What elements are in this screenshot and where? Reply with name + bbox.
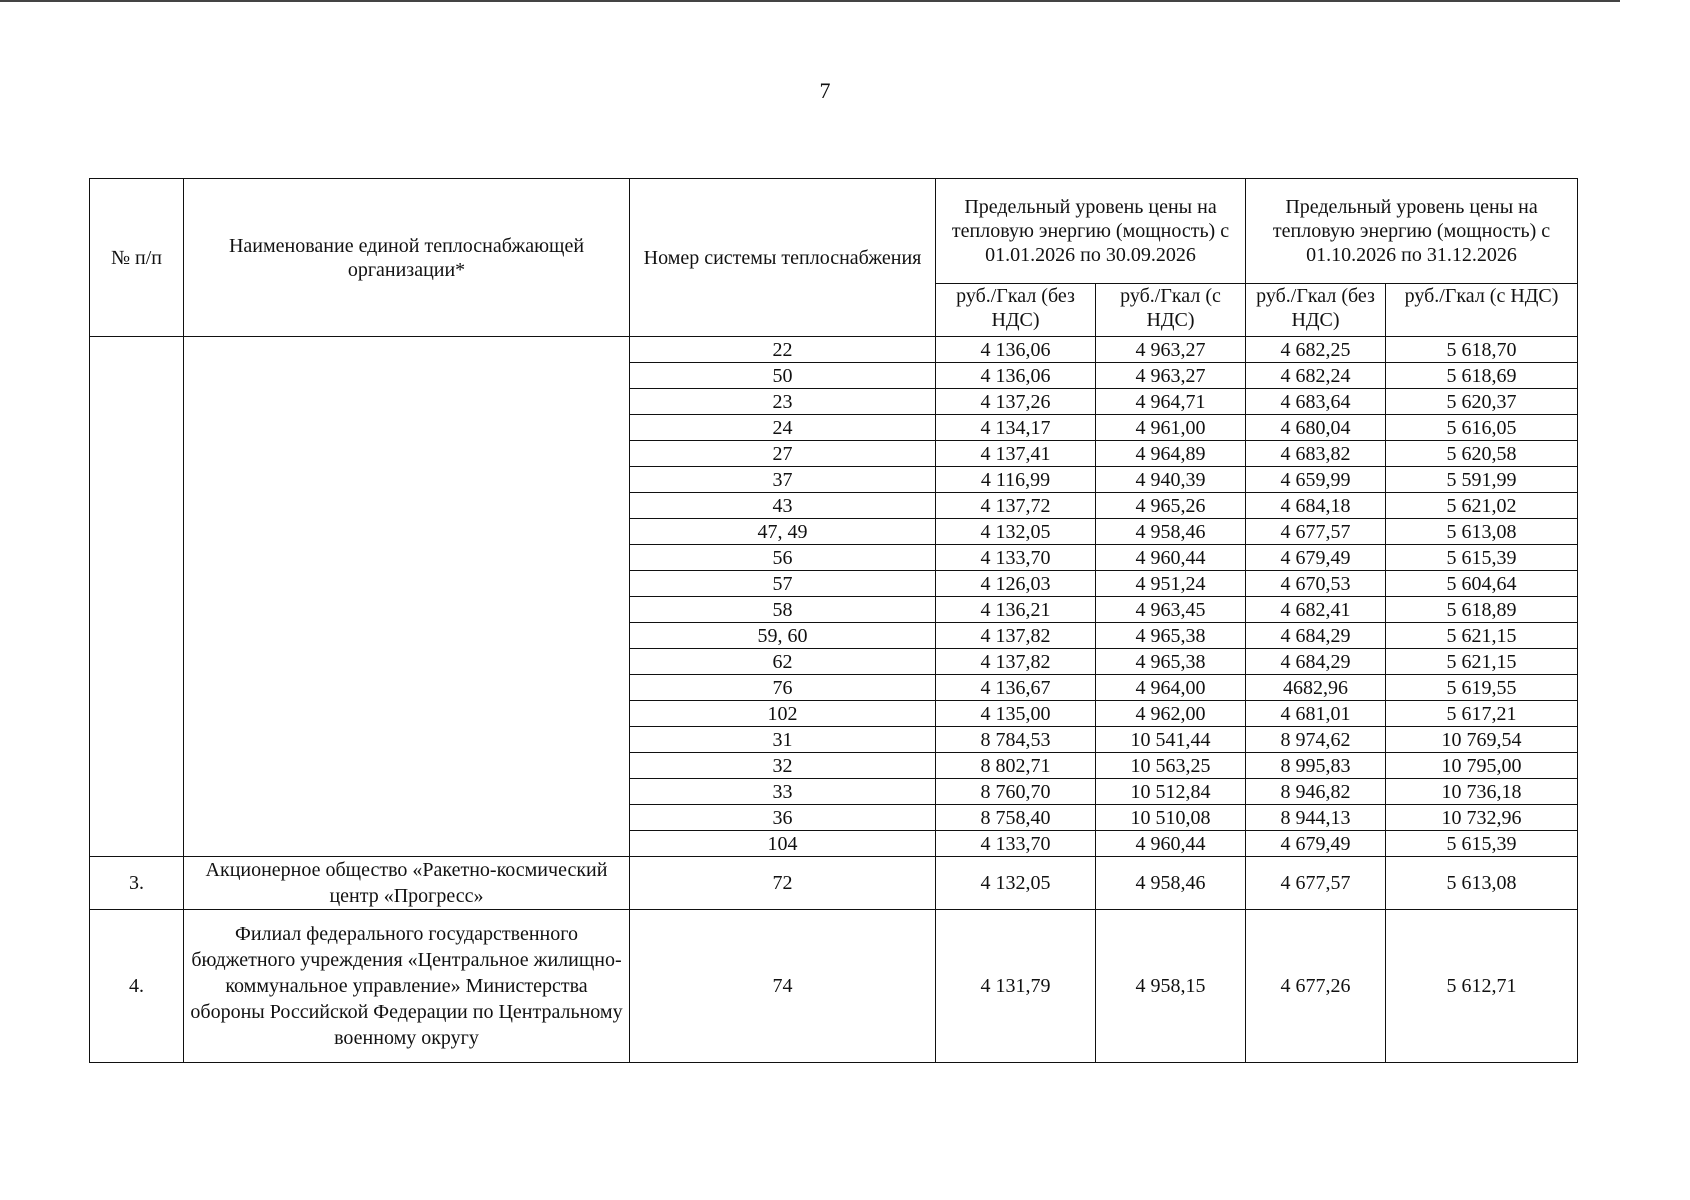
row-number: 3.: [90, 857, 184, 910]
price-cell: 10 563,25: [1096, 753, 1246, 779]
price-cell: 5 615,39: [1386, 831, 1578, 857]
price-cell: 4 126,03: [936, 571, 1096, 597]
price-cell: 4 961,00: [1096, 415, 1246, 441]
header-p2-vat: руб./Гкал (с НДС): [1386, 284, 1578, 337]
price-cell: 5 620,37: [1386, 389, 1578, 415]
system-number-cell: 104: [630, 831, 936, 857]
price-cell: 4 684,29: [1246, 623, 1386, 649]
price-cell: 4 682,24: [1246, 363, 1386, 389]
price-cell: 5 613,08: [1386, 857, 1578, 910]
system-number-cell: 37: [630, 467, 936, 493]
price-cell: 10 732,96: [1386, 805, 1578, 831]
price-cell: 4 135,00: [936, 701, 1096, 727]
price-cell: 5 621,15: [1386, 649, 1578, 675]
price-cell: 4 684,18: [1246, 493, 1386, 519]
system-number-cell: 36: [630, 805, 936, 831]
price-cell: 5 619,55: [1386, 675, 1578, 701]
price-cell: 5 617,21: [1386, 701, 1578, 727]
price-cell: 4 681,01: [1246, 701, 1386, 727]
price-cell: 4682,96: [1246, 675, 1386, 701]
system-number-cell: 56: [630, 545, 936, 571]
price-cell: 4 136,06: [936, 337, 1096, 363]
price-cell: 10 795,00: [1386, 753, 1578, 779]
price-cell: 4 131,79: [936, 910, 1096, 1063]
price-cell: 4 683,64: [1246, 389, 1386, 415]
system-number-cell: 31: [630, 727, 936, 753]
table-row-org-4: [90, 910, 1578, 1063]
price-cell: 10 512,84: [1096, 779, 1246, 805]
price-cell: 4 670,53: [1246, 571, 1386, 597]
header-p1-vat: руб./Гкал (с НДС): [1096, 284, 1246, 337]
price-cell: 8 802,71: [936, 753, 1096, 779]
price-cell: 4 134,17: [936, 415, 1096, 441]
system-number-cell: 58: [630, 597, 936, 623]
system-number-cell: 27: [630, 441, 936, 467]
price-cell: 10 736,18: [1386, 779, 1578, 805]
price-cell: 5 618,89: [1386, 597, 1578, 623]
price-cell: 4 965,38: [1096, 623, 1246, 649]
price-cell: 4 962,00: [1096, 701, 1246, 727]
system-number-cell: 62: [630, 649, 936, 675]
price-cell: 4 132,05: [936, 519, 1096, 545]
price-cell: 5 621,15: [1386, 623, 1578, 649]
header-period-1: Предельный уровень цены на тепловую энергию (мощность) с 01.01.2026 по 30.09.2026: [936, 179, 1246, 284]
price-cell: 4 136,06: [936, 363, 1096, 389]
price-cell: 4 963,45: [1096, 597, 1246, 623]
price-cell: 8 758,40: [936, 805, 1096, 831]
price-cell: 4 958,15: [1096, 910, 1246, 1063]
org-name: Акционерное общество «Ракетно-космический центр «Прогресс»: [184, 857, 630, 910]
price-cell: 4 137,82: [936, 623, 1096, 649]
price-cell: 4 677,26: [1246, 910, 1386, 1063]
price-cell: 4 958,46: [1096, 519, 1246, 545]
price-cell: 5 604,64: [1386, 571, 1578, 597]
price-cell: 5 615,39: [1386, 545, 1578, 571]
price-cell: 4 137,41: [936, 441, 1096, 467]
system-number-cell: 22: [630, 337, 936, 363]
price-cell: 4 136,21: [936, 597, 1096, 623]
price-cell: 10 510,08: [1096, 805, 1246, 831]
price-cell: 4 136,67: [936, 675, 1096, 701]
price-cell: 8 944,13: [1246, 805, 1386, 831]
price-cell: 4 964,71: [1096, 389, 1246, 415]
header-p2-no-vat: руб./Гкал (без НДС): [1246, 284, 1386, 337]
price-cell: 4 116,99: [936, 467, 1096, 493]
price-cell: 10 769,54: [1386, 727, 1578, 753]
header-p1-no-vat: руб./Гкал (без НДС): [936, 284, 1096, 337]
header-period-2: Предельный уровень цены на тепловую энергию (мощность) с 01.10.2026 по 31.12.2026: [1246, 179, 1578, 284]
price-cell: 5 613,08: [1386, 519, 1578, 545]
price-cell: 5 620,58: [1386, 441, 1578, 467]
price-cell: 4 677,57: [1246, 857, 1386, 910]
price-cell: 4 963,27: [1096, 337, 1246, 363]
price-cell: 5 591,99: [1386, 467, 1578, 493]
top-border-line: [0, 0, 1620, 2]
price-cell: 4 137,72: [936, 493, 1096, 519]
system-number-cell: 24: [630, 415, 936, 441]
price-cell: 4 964,89: [1096, 441, 1246, 467]
price-cell: 4 132,05: [936, 857, 1096, 910]
page-number: 7: [819, 78, 831, 103]
table-row: [90, 337, 1578, 363]
price-cell: 4 965,26: [1096, 493, 1246, 519]
tariff-table: [89, 178, 1578, 1063]
price-cell: 4 964,00: [1096, 675, 1246, 701]
price-cell: 4 683,82: [1246, 441, 1386, 467]
price-cell: 4 680,04: [1246, 415, 1386, 441]
price-cell: 4 682,25: [1246, 337, 1386, 363]
price-cell: 5 621,02: [1386, 493, 1578, 519]
merged-num-cell: [90, 337, 184, 857]
price-cell: 4 960,44: [1096, 545, 1246, 571]
price-cell: 4 958,46: [1096, 857, 1246, 910]
price-cell: 4 684,29: [1246, 649, 1386, 675]
system-number-cell: 23: [630, 389, 936, 415]
price-cell: 4 679,49: [1246, 545, 1386, 571]
system-number-cell: 72: [630, 857, 936, 910]
system-number-cell: 32: [630, 753, 936, 779]
price-cell: 8 784,53: [936, 727, 1096, 753]
price-cell: 8 974,62: [1246, 727, 1386, 753]
system-number-cell: 59, 60: [630, 623, 936, 649]
header-row-1: [90, 179, 1578, 284]
price-cell: 8 995,83: [1246, 753, 1386, 779]
header-system-number: Номер системы теплоснабжения: [630, 179, 936, 337]
price-cell: 5 618,70: [1386, 337, 1578, 363]
price-cell: 8 946,82: [1246, 779, 1386, 805]
system-number-cell: 102: [630, 701, 936, 727]
system-number-cell: 47, 49: [630, 519, 936, 545]
system-number-cell: 43: [630, 493, 936, 519]
system-number-cell: 76: [630, 675, 936, 701]
price-cell: 4 133,70: [936, 545, 1096, 571]
price-cell: 4 137,26: [936, 389, 1096, 415]
system-number-cell: 74: [630, 910, 936, 1063]
price-cell: 4 137,82: [936, 649, 1096, 675]
price-cell: 4 133,70: [936, 831, 1096, 857]
table-row-org-3: [90, 857, 1578, 910]
system-number-cell: 57: [630, 571, 936, 597]
price-cell: 4 963,27: [1096, 363, 1246, 389]
header-num: № п/п: [90, 179, 184, 337]
header-org-name: Наименование единой теплоснабжающей организации*: [184, 179, 630, 337]
system-number-cell: 50: [630, 363, 936, 389]
price-cell: 4 677,57: [1246, 519, 1386, 545]
system-number-cell: 33: [630, 779, 936, 805]
price-cell: 5 612,71: [1386, 910, 1578, 1063]
price-cell: 4 940,39: [1096, 467, 1246, 493]
org-name: Филиал федерального государственного бюджетного учреждения «Центральное жилищно-коммунальное управление» Министерства обороны Российской Федерации по Центральному военному округу: [184, 910, 630, 1063]
price-cell: 5 618,69: [1386, 363, 1578, 389]
price-cell: 8 760,70: [936, 779, 1096, 805]
price-cell: 4 682,41: [1246, 597, 1386, 623]
price-cell: 4 659,99: [1246, 467, 1386, 493]
price-cell: 4 965,38: [1096, 649, 1246, 675]
price-cell: 4 960,44: [1096, 831, 1246, 857]
row-number: 4.: [90, 910, 184, 1063]
price-cell: 4 951,24: [1096, 571, 1246, 597]
price-cell: 4 679,49: [1246, 831, 1386, 857]
price-cell: 5 616,05: [1386, 415, 1578, 441]
price-cell: 10 541,44: [1096, 727, 1246, 753]
merged-org-cell: [184, 337, 630, 857]
